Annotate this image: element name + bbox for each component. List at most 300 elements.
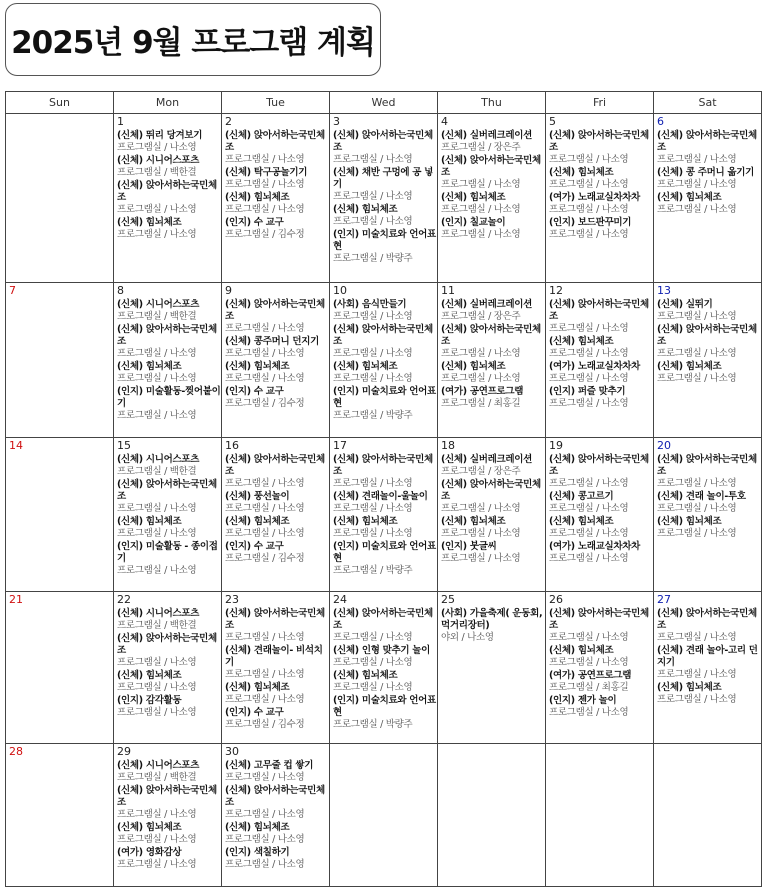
event-place: 프로그램실 / 나소영 xyxy=(225,323,305,334)
day-cell xyxy=(6,438,114,592)
event-name: (사회) 음식만들기 xyxy=(333,299,407,310)
program-event xyxy=(549,130,653,166)
program-event xyxy=(657,645,761,681)
event-name: (인지) 수 교구 xyxy=(225,217,284,228)
event-place: 프로그램실 / 나소영 xyxy=(333,528,413,539)
program-event xyxy=(441,386,545,410)
program-event xyxy=(657,324,761,360)
day-cell xyxy=(222,283,330,438)
day-number xyxy=(9,115,113,129)
event-place: 프로그램실 / 나소영 xyxy=(549,478,629,489)
week-row xyxy=(6,438,762,592)
program-event xyxy=(117,299,221,323)
program-event xyxy=(117,130,221,154)
event-place: 프로그램실 / 백한결 xyxy=(117,466,197,477)
program-event xyxy=(441,324,545,360)
event-name: (신체) 채반 구멍에 공 넣기 xyxy=(333,167,434,190)
event-place: 프로그램실 / 박량주 xyxy=(333,410,413,421)
event-name: (인지) 보드판꾸미기 xyxy=(549,217,632,228)
event-place: 프로그램실 / 나소영 xyxy=(225,859,305,870)
program-event xyxy=(657,608,761,644)
event-name: (신체) 앉아서하는국민체조 xyxy=(441,324,541,347)
event-name: (신체) 힘뇌체조 xyxy=(333,516,398,527)
day-number: 24 xyxy=(333,593,347,606)
event-name: (신체) 앉아서하는국민체조 xyxy=(657,608,757,631)
event-name: (인지) 미술활동 - 종이접기 xyxy=(117,541,218,564)
event-name: (신체) 실버레크레이션 xyxy=(441,130,532,141)
event-place: 프로그램실 / 나소영 xyxy=(657,503,737,514)
program-event xyxy=(657,516,761,540)
day-cell xyxy=(222,592,330,744)
day-cell xyxy=(222,438,330,592)
event-place: 프로그램실 / 나소영 xyxy=(657,528,737,539)
program-event xyxy=(117,361,221,385)
event-name: (인지) 젠가 놀이 xyxy=(549,695,617,706)
event-place: 프로그램실 / 나소영 xyxy=(549,398,629,409)
event-name: (신체) 힘뇌체조 xyxy=(441,516,506,527)
event-name: (신체) 견래놀이-울놀이 xyxy=(333,491,428,502)
event-place: 프로그램실 / 나소영 xyxy=(333,191,413,202)
event-place: 프로그램실 / 박량주 xyxy=(333,565,413,576)
event-place: 프로그램실 / 나소영 xyxy=(117,657,197,668)
event-name: (여가) 공연프로그램 xyxy=(441,386,524,397)
day-cell xyxy=(114,283,222,438)
header-sat: Sat xyxy=(654,92,762,114)
event-name: (신체) 힘뇌체조 xyxy=(225,361,290,372)
program-event xyxy=(225,491,329,515)
event-place: 프로그램실 / 나소영 xyxy=(549,553,629,564)
event-place: 프로그램실 / 백한결 xyxy=(117,167,197,178)
day-cell xyxy=(114,114,222,283)
program-event xyxy=(117,608,221,632)
day-number: 11 xyxy=(441,284,455,297)
event-place: 프로그램실 / 백한결 xyxy=(117,620,197,631)
event-place: 프로그램실 / 나소영 xyxy=(441,229,521,240)
event-place: 프로그램실 / 김수정 xyxy=(225,719,305,730)
event-place: 프로그램실 / 나소영 xyxy=(657,179,737,190)
event-place: 프로그램실 / 나소영 xyxy=(549,204,629,215)
event-place: 프로그램실 / 나소영 xyxy=(657,632,737,643)
program-event xyxy=(657,491,761,515)
event-name: (인지) 붓글씨 xyxy=(441,541,497,552)
event-place: 프로그램실 / 나소영 xyxy=(657,669,737,680)
event-name: (신체) 콩고르기 xyxy=(549,491,614,502)
day-number: 29 xyxy=(117,745,131,758)
event-place: 프로그램실 / 나소영 xyxy=(657,478,737,489)
program-event xyxy=(225,847,329,871)
event-name: (신체) 힘뇌체조 xyxy=(657,682,722,693)
event-name: (신체) 실버레크레이션 xyxy=(441,299,532,310)
day-cell xyxy=(654,283,762,438)
event-name: (신체) 힘뇌체조 xyxy=(657,192,722,203)
event-place: 프로그램실 / 나소영 xyxy=(117,204,197,215)
program-event xyxy=(333,491,437,515)
event-place: 프로그램실 / 나소영 xyxy=(657,154,737,165)
event-name: (여가) 노래교실차차차 xyxy=(549,361,640,372)
event-name: (인지) 감각활동 xyxy=(117,695,182,706)
day-cell xyxy=(114,592,222,744)
event-name: (인지) 수 교구 xyxy=(225,541,284,552)
event-name: (신체) 앉아서하는국민체조 xyxy=(225,299,325,322)
day-number: 30 xyxy=(225,745,239,758)
event-name: (신체) 앉아서하는국민체조 xyxy=(657,324,757,347)
event-place: 프로그램실 / 나소영 xyxy=(117,707,197,718)
program-event xyxy=(225,707,329,731)
day-number: 6 xyxy=(657,115,664,128)
day-cell xyxy=(6,592,114,744)
event-place: 프로그램실 / 나소영 xyxy=(225,478,305,489)
event-place: 프로그램실 / 나소영 xyxy=(333,311,413,322)
program-event xyxy=(333,229,437,265)
day-number: 1 xyxy=(117,115,124,128)
program-event xyxy=(117,479,221,515)
program-event xyxy=(549,670,653,694)
program-event xyxy=(225,386,329,410)
program-event xyxy=(117,324,221,360)
event-name: (신체) 힘뇌체조 xyxy=(549,167,614,178)
program-event xyxy=(333,324,437,360)
event-name: (신체) 견래놀이- 비석치기 xyxy=(225,645,323,668)
event-name: (신체) 앉아서하는국민체조 xyxy=(549,454,649,477)
event-name: (신체) 시니어스포츠 xyxy=(117,155,200,166)
event-name: (인지) 미술치료와 언어표현 xyxy=(333,695,436,718)
event-place: 프로그램실 / 나소영 xyxy=(117,142,197,153)
event-name: (신체) 탁구공놀기기 xyxy=(225,167,308,178)
day-number: 3 xyxy=(333,115,340,128)
event-place: 프로그램실 / 나소영 xyxy=(657,373,737,384)
header-wed: Wed xyxy=(330,92,438,114)
program-event xyxy=(333,645,437,669)
day-cell xyxy=(546,438,654,592)
event-name: (신체) 뛰리 당겨보기 xyxy=(117,130,203,141)
event-place: 프로그램실 / 나소영 xyxy=(225,373,305,384)
event-place: 프로그램실 / 나소영 xyxy=(117,410,197,421)
day-number xyxy=(333,745,437,759)
event-place: 프로그램실 / 나소영 xyxy=(333,373,413,384)
program-event xyxy=(441,217,545,241)
day-cell xyxy=(330,283,438,438)
event-place: 프로그램실 / 나소영 xyxy=(333,657,413,668)
event-name: (신체) 앉아서하는국민체조 xyxy=(441,155,541,178)
event-place: 프로그램실 / 백한결 xyxy=(117,772,197,783)
program-event xyxy=(441,608,545,644)
program-event xyxy=(549,167,653,191)
week-row xyxy=(6,283,762,438)
event-name: (신체) 힘뇌체조 xyxy=(549,516,614,527)
day-cell xyxy=(438,438,546,592)
program-event xyxy=(225,760,329,784)
event-place: 프로그램실 / 나소영 xyxy=(333,503,413,514)
event-place: 프로그램실 / 나소영 xyxy=(441,528,521,539)
program-event xyxy=(117,155,221,179)
day-cell xyxy=(546,592,654,744)
event-name: (신체) 앉아서하는국민체조 xyxy=(225,785,325,808)
program-event xyxy=(333,167,437,203)
calendar-table xyxy=(5,91,762,887)
event-place: 프로그램실 / 최홍길 xyxy=(441,398,521,409)
event-name: (여가) 공연프로그램 xyxy=(549,670,632,681)
event-place: 프로그램실 / 나소영 xyxy=(225,834,305,845)
event-place: 프로그램실 / 나소영 xyxy=(225,348,305,359)
event-name: (신체) 힘뇌체조 xyxy=(333,204,398,215)
program-event xyxy=(333,695,437,731)
event-name: (신체) 실버레크레이션 xyxy=(441,454,532,465)
title-box xyxy=(5,3,381,76)
event-place: 프로그램실 / 나소영 xyxy=(225,503,305,514)
event-name: (신체) 힘뇌체조 xyxy=(225,516,290,527)
program-event xyxy=(549,336,653,360)
program-event xyxy=(333,130,437,166)
day-number: 15 xyxy=(117,439,131,452)
day-cell xyxy=(114,438,222,592)
day-cell xyxy=(654,438,762,592)
event-place: 프로그램실 / 나소영 xyxy=(657,348,737,359)
day-number xyxy=(441,745,545,759)
program-event xyxy=(117,541,221,577)
program-event xyxy=(441,479,545,515)
event-name: (신체) 힘뇌체조 xyxy=(549,645,614,656)
day-number: 18 xyxy=(441,439,455,452)
program-event xyxy=(225,167,329,191)
event-name: (신체) 힘뇌체조 xyxy=(333,670,398,681)
day-number: 9 xyxy=(225,284,232,297)
day-cell xyxy=(438,592,546,744)
event-name: (신체) 앉아서하는국민체조 xyxy=(333,608,433,631)
event-name: (신체) 앉아서하는국민체조 xyxy=(225,130,325,153)
calendar-body xyxy=(6,114,762,887)
day-number: 4 xyxy=(441,115,448,128)
event-place: 프로그램실 / 나소영 xyxy=(225,154,305,165)
day-number: 21 xyxy=(9,593,23,606)
day-number xyxy=(657,745,761,759)
day-number: 14 xyxy=(9,439,23,452)
day-cell xyxy=(546,283,654,438)
event-place: 프로그램실 / 나소영 xyxy=(117,834,197,845)
day-cell xyxy=(654,744,762,887)
day-number: 16 xyxy=(225,439,239,452)
program-event xyxy=(549,645,653,669)
event-place: 프로그램실 / 나소영 xyxy=(117,503,197,514)
header-mon: Mon xyxy=(114,92,222,114)
event-name: (인지) 수 교구 xyxy=(225,386,284,397)
event-name: (신체) 견래 놀아-고리 던지기 xyxy=(657,645,758,668)
day-number: 7 xyxy=(9,284,16,297)
weekday-header-row xyxy=(6,92,762,114)
day-number: 19 xyxy=(549,439,563,452)
event-name: (인지) 미술치료와 언어표현 xyxy=(333,229,436,252)
event-place: 프로그램실 / 나소영 xyxy=(441,179,521,190)
event-place: 프로그램실 / 나소영 xyxy=(333,682,413,693)
day-cell xyxy=(330,114,438,283)
program-event xyxy=(441,454,545,478)
event-place: 프로그램실 / 나소영 xyxy=(225,669,305,680)
event-name: (신체) 앉아서하는국민체조 xyxy=(117,180,217,203)
day-number: 5 xyxy=(549,115,556,128)
program-event xyxy=(549,386,653,410)
event-name: (신체) 앉아서하는국민체조 xyxy=(117,324,217,347)
program-event xyxy=(225,785,329,821)
day-cell xyxy=(6,114,114,283)
event-place: 프로그램실 / 장은주 xyxy=(441,142,521,153)
day-number: 20 xyxy=(657,439,671,452)
program-event xyxy=(441,361,545,385)
header-sun: Sun xyxy=(6,92,114,114)
day-number: 12 xyxy=(549,284,563,297)
event-name: (인지) 색칠하기 xyxy=(225,847,290,858)
event-name: (신체) 힘뇌체조 xyxy=(657,516,722,527)
program-event xyxy=(225,192,329,216)
program-event xyxy=(657,299,761,323)
event-place: 프로그램실 / 김수정 xyxy=(225,553,305,564)
event-name: (신체) 힘뇌체조 xyxy=(225,192,290,203)
event-name: (신체) 힘뇌체조 xyxy=(117,670,182,681)
week-row xyxy=(6,744,762,887)
event-place: 프로그램실 / 나소영 xyxy=(117,373,197,384)
program-event xyxy=(657,361,761,385)
program-event xyxy=(441,541,545,565)
event-name: (신체) 앉아서하는국민체조 xyxy=(441,479,541,502)
program-event xyxy=(225,822,329,846)
event-name: (신체) 힘뇌체조 xyxy=(225,682,290,693)
program-event xyxy=(117,633,221,669)
event-place: 프로그램실 / 나소영 xyxy=(657,694,737,705)
program-event xyxy=(225,361,329,385)
event-place: 프로그램실 / 나소영 xyxy=(333,154,413,165)
event-place: 프로그램실 / 나소영 xyxy=(441,553,521,564)
program-event xyxy=(549,361,653,385)
event-name: (신체) 앉아서하는국민체조 xyxy=(333,454,433,477)
day-number: 2 xyxy=(225,115,232,128)
day-cell xyxy=(330,438,438,592)
event-place: 프로그램실 / 나소영 xyxy=(441,503,521,514)
event-place: 프로그램실 / 나소영 xyxy=(441,204,521,215)
week-row xyxy=(6,592,762,744)
event-name: (신체) 힘뇌체조 xyxy=(225,822,290,833)
event-name: (신체) 앉아서하는국민체조 xyxy=(117,785,217,808)
event-name: (인지) 수 교구 xyxy=(225,707,284,718)
program-event xyxy=(225,608,329,644)
event-name: (신체) 견래 놀이-투호 xyxy=(657,491,746,502)
program-event xyxy=(549,454,653,490)
event-name: (신체) 시니어스포츠 xyxy=(117,299,200,310)
program-event xyxy=(117,695,221,719)
event-place: 프로그램실 / 나소영 xyxy=(225,179,305,190)
day-cell xyxy=(6,744,114,887)
event-name: (신체) 콩 주머니 옮기기 xyxy=(657,167,754,178)
event-place: 프로그램실 / 나소영 xyxy=(225,528,305,539)
event-place: 프로그램실 / 나소영 xyxy=(117,682,197,693)
event-place: 프로그램실 / 나소영 xyxy=(333,478,413,489)
program-event xyxy=(225,645,329,681)
event-place: 프로그램실 / 백한결 xyxy=(117,311,197,322)
program-event xyxy=(333,454,437,490)
event-place: 프로그램실 / 장은주 xyxy=(441,311,521,322)
day-number: 26 xyxy=(549,593,563,606)
event-name: (인지) 퍼즐 맞추기 xyxy=(549,386,626,397)
program-event xyxy=(549,192,653,216)
event-name: (인지) 미술치료와 언어표현 xyxy=(333,386,436,409)
event-name: (여가) 노래교실차차차 xyxy=(549,192,640,203)
event-name: (인지) 미술활동-찢어붙이기 xyxy=(117,386,221,409)
header-fri: Fri xyxy=(546,92,654,114)
event-place: 프로그램실 / 나소영 xyxy=(117,528,197,539)
event-name: (신체) 앉아서하는국민체조 xyxy=(117,479,217,502)
day-number: 13 xyxy=(657,284,671,297)
event-place: 프로그램실 / 나소영 xyxy=(549,154,629,165)
day-cell xyxy=(330,592,438,744)
program-event xyxy=(549,299,653,335)
week-row xyxy=(6,114,762,283)
event-name: (인지) 칠교놀이 xyxy=(441,217,506,228)
program-event xyxy=(117,670,221,694)
event-place: 프로그램실 / 나소영 xyxy=(117,348,197,359)
day-cell xyxy=(546,744,654,887)
event-name: (신체) 시니어스포츠 xyxy=(117,760,200,771)
event-place: 프로그램실 / 나소영 xyxy=(549,657,629,668)
event-name: (신체) 앉아서하는국민체조 xyxy=(549,299,649,322)
program-event xyxy=(549,516,653,540)
program-event xyxy=(333,299,437,323)
program-event xyxy=(225,217,329,241)
event-place: 프로그램실 / 나소영 xyxy=(549,179,629,190)
program-event xyxy=(117,180,221,216)
day-number: 23 xyxy=(225,593,239,606)
program-event xyxy=(333,386,437,422)
program-event xyxy=(117,785,221,821)
program-event xyxy=(549,217,653,241)
program-event xyxy=(657,130,761,166)
event-place: 프로그램실 / 나소영 xyxy=(657,204,737,215)
program-event xyxy=(441,192,545,216)
day-cell xyxy=(114,744,222,887)
event-name: (신체) 힘뇌체조 xyxy=(441,361,506,372)
day-number: 17 xyxy=(333,439,347,452)
program-event xyxy=(225,541,329,565)
event-place: 프로그램실 / 나소영 xyxy=(117,809,197,820)
program-event xyxy=(225,130,329,166)
day-number: 22 xyxy=(117,593,131,606)
event-place: 프로그램실 / 김수정 xyxy=(225,398,305,409)
header-tue: Tue xyxy=(222,92,330,114)
event-name: (여가) 영화감상 xyxy=(117,847,182,858)
program-event xyxy=(441,516,545,540)
day-cell xyxy=(546,114,654,283)
day-cell xyxy=(438,744,546,887)
day-cell xyxy=(654,114,762,283)
program-event xyxy=(225,682,329,706)
program-event xyxy=(333,361,437,385)
program-event xyxy=(549,491,653,515)
event-place: 프로그램실 / 박량주 xyxy=(333,719,413,730)
event-place: 프로그램실 / 나소영 xyxy=(333,632,413,643)
event-name: (신체) 앉아서하는국민체조 xyxy=(333,324,433,347)
event-place: 프로그램실 / 나소영 xyxy=(549,632,629,643)
event-name: (신체) 앉아서하는국민체조 xyxy=(657,454,757,477)
event-name: (신체) 힘뇌체조 xyxy=(117,822,182,833)
event-place: 프로그램실 / 김수정 xyxy=(225,229,305,240)
event-place: 프로그램실 / 나소영 xyxy=(549,323,629,334)
program-event xyxy=(549,608,653,644)
day-cell xyxy=(222,114,330,283)
event-place: 프로그램실 / 나소영 xyxy=(333,216,413,227)
event-place: 프로그램실 / 나소영 xyxy=(225,772,305,783)
event-place: 프로그램실 / 나소영 xyxy=(441,348,521,359)
day-number: 10 xyxy=(333,284,347,297)
event-place: 프로그램실 / 나소영 xyxy=(117,565,197,576)
event-name: (신체) 힘뇌체조 xyxy=(657,361,722,372)
event-place: 프로그램실 / 나소영 xyxy=(225,809,305,820)
event-place: 프로그램실 / 박량주 xyxy=(333,253,413,264)
